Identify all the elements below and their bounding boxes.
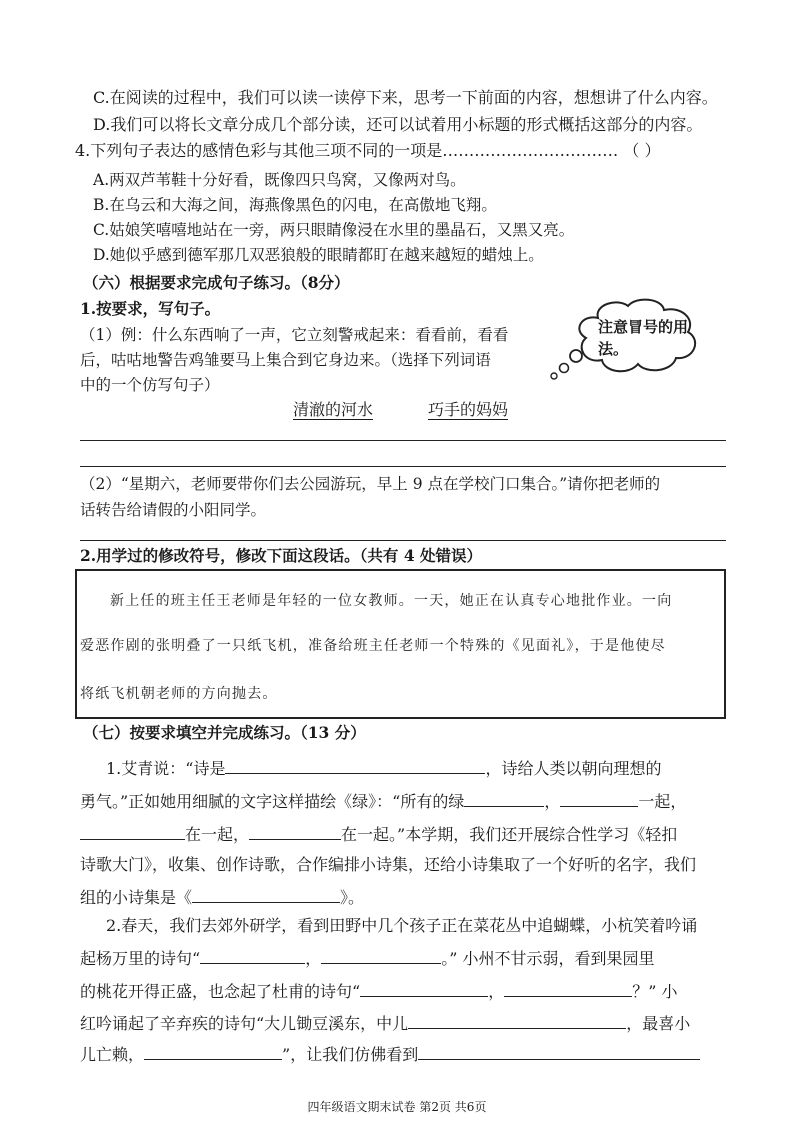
q4-option-c: C.姑娘笑嘻嘻地站在一旁，两只眼睛像浸在水里的墨晶石，又黑又亮。: [93, 221, 575, 239]
section6-sub2: 2.用学过的修改符号，修改下面这段话。（共有 4 处错误）: [80, 546, 483, 565]
q4-option-b: B.在乌云和大海之间，海燕像黑色的闪电，在高傲地飞翔。: [93, 196, 497, 214]
blank-scene[interactable]: [418, 1043, 700, 1060]
q4-stem: 4.下列句子表达的感情色彩与其他三项不同的一项是…………………………… （ ）: [75, 141, 661, 160]
paragraph-line-1: 新上任的班主任王老师是年轻的一位女教师。一天，她正在认真专心地批作业。一向: [110, 593, 673, 609]
ex1-line2: 后，咕咕地警告鸡雏要马上集合到它身边来。（选择下列词语: [80, 351, 491, 369]
answer-line-3[interactable]: [80, 540, 726, 541]
q1-line1: 1.艾青说：“诗是 ，诗给人类以朝向理想的: [106, 759, 662, 778]
section7-title: （七）按要求填空并完成练习。（13 分）: [83, 723, 366, 742]
q2-line2: 起杨万里的诗句“ ， 。” 小州不甘示弱，看到果园里: [80, 949, 655, 968]
bubble-note: 注意冒号的用法。: [598, 318, 689, 358]
blank-xin-1[interactable]: [408, 1012, 626, 1029]
blank-green-4[interactable]: [249, 823, 341, 840]
q3-option-d: D.我们可以将长文章分成几个部分读，还可以试着用小标题的形式概括这部分的内容。: [93, 115, 703, 134]
ex1-line3: 中的一个仿写句子）: [80, 376, 220, 394]
paragraph-line-3: 将纸飞机朝老师的方向抛去。: [80, 686, 278, 702]
word-choice-1: 清澈的河水: [293, 400, 374, 419]
q4-option-d: D.她似乎感到德军那几双恶狼般的眼睛都盯在越来越短的蜡烛上。: [93, 246, 544, 264]
blank-poetry-is[interactable]: [225, 757, 485, 774]
q1-line3: 在一起， 在一起。”本学期，我们还开展综合性学习《轻扣: [80, 823, 677, 845]
q1-line2: 勇气。”正如她用细腻的文字这样描绘《绿》：“所有的绿 ， 一起，: [80, 792, 687, 811]
ex2-line1: （2）“星期六，老师要带你们去公园游玩，早上 9 点在学校门口集合。”请你把老师的: [80, 475, 661, 493]
blank-xin-2[interactable]: [144, 1043, 282, 1060]
answer-line-1[interactable]: [80, 440, 726, 441]
answer-line-2[interactable]: [80, 466, 726, 467]
blank-du-2[interactable]: [504, 980, 632, 997]
blank-yang-1[interactable]: [200, 947, 305, 964]
blank-yang-2[interactable]: [321, 947, 441, 964]
q2-line3: 的桃花开得正盛，也念起了杜甫的诗句“ ， ？” 小: [80, 982, 678, 1001]
ex2-line2: 话转告给请假的小阳同学。: [80, 501, 267, 519]
blank-collection-name[interactable]: [192, 886, 340, 903]
q2-line5: 儿亡赖， ”，让我们仿佛看到: [80, 1043, 700, 1065]
q1-line4: 诗歌大门》，收集、创作诗歌，合作编排小诗集，还给小诗集取了一个好听的名字，我们: [80, 855, 697, 874]
section6-title: （六）根据要求完成句子练习。（8分）: [83, 273, 350, 292]
ex1-line1: （1）例：什么东西响了一声，它立刻警戒起来：看看前，看看: [80, 326, 509, 344]
paragraph-line-2: 爱恶作剧的张明叠了一只纸飞机，准备给班主任老师一个特殊的《见面礼》，于是他使尽: [80, 638, 666, 654]
blank-green-3[interactable]: [80, 823, 185, 840]
q3-option-c: C.在阅读的过程中，我们可以读一读停下来，思考一下前面的内容，想想讲了什么内容。: [93, 88, 718, 107]
q2-line4: 红吟诵起了辛弃疾的诗句“大儿锄豆溪东，中儿 ，最喜小: [80, 1014, 691, 1033]
section6-sub1: 1.按要求，写句子。: [80, 299, 221, 318]
word-choice-2: 巧手的妈妈: [428, 400, 509, 419]
q2-line1: 2.春天，我们去郊外研学，看到田野中几个孩子正在菜花丛中追蝴蝶，小杭笑着吟诵: [106, 916, 698, 935]
q4-option-a: A.两双芦苇鞋十分好看，既像四只鸟窝，又像两对鸟。: [93, 171, 466, 189]
blank-du-1[interactable]: [360, 980, 488, 997]
blank-green-2[interactable]: [560, 790, 638, 807]
blank-green-1[interactable]: [464, 790, 544, 807]
page-footer: 四年级语文期末试卷 第2页 共6页: [307, 1100, 487, 1114]
q1-line5: 组的小诗集是《 》。: [80, 888, 365, 907]
